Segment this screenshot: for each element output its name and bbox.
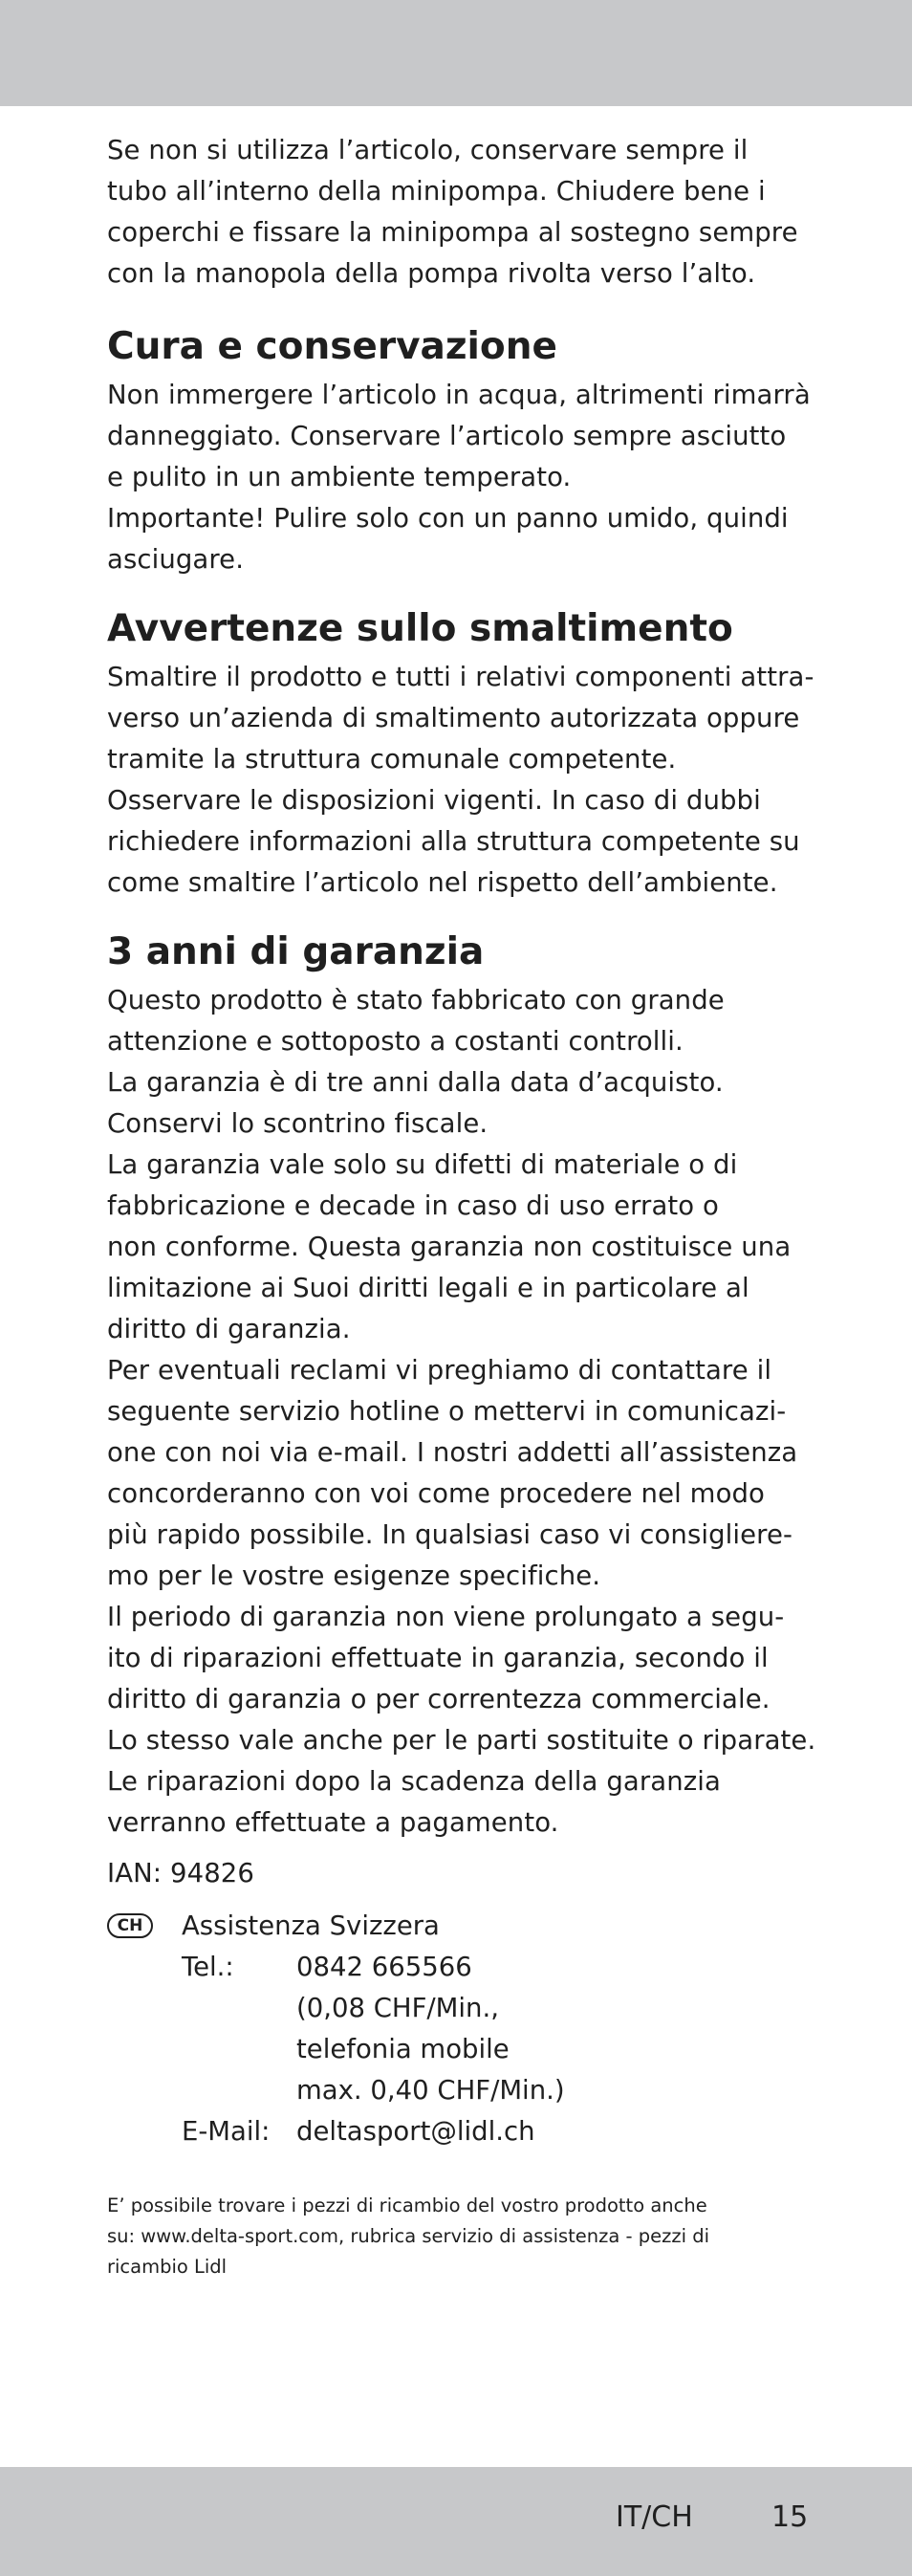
text-line: E’ possibile trovare i pezzi di ricambio del vostro prodotto anche — [107, 2194, 707, 2216]
text-line: limitazione ai Suoi diritti legali e in particolare al — [107, 1273, 749, 1303]
text-line: Il periodo di garanzia non viene prolungato a segu- — [107, 1602, 785, 1632]
ch-country-badge: CH — [107, 1913, 153, 1938]
text-line: La garanzia vale solo su difetti di materiale o di — [107, 1149, 738, 1180]
heading-cura: Cura e conservazione — [107, 325, 557, 368]
email-row — [107, 2111, 814, 2152]
page-content — [107, 130, 814, 2302]
heading-garanzia: 3 anni di garanzia — [107, 930, 485, 973]
text-line: ito di riparazioni effettuate in garanzia, secondo il — [107, 1643, 769, 1673]
smaltimento-paragraph — [107, 657, 814, 904]
text-line: fabbricazione e decade in caso di uso errato o — [107, 1190, 719, 1221]
text-line: Importante! Pulire solo con un panno umido, quindi — [107, 503, 789, 534]
text-line: diritto di garanzia. — [107, 1314, 351, 1344]
text-line: Smaltire il prodotto e tutti i relativi componenti attra- — [107, 662, 814, 692]
text-line: attenzione e sottoposto a costanti controlli. — [107, 1026, 684, 1057]
cura-paragraph — [107, 375, 814, 580]
email-address: deltasport@lidl.ch — [296, 2116, 535, 2147]
text-line: e pulito in un ambiente temperato. — [107, 462, 572, 492]
text-line: La garanzia è di tre anni dalla data d’acquisto. — [107, 1067, 724, 1098]
text-line: ricambio Lidl — [107, 2256, 228, 2278]
text-line: asciugare. — [107, 544, 245, 575]
text-line: richiedere informazioni alla struttura competente su — [107, 826, 800, 857]
page-number: 15 — [771, 2500, 809, 2534]
spare-parts-note — [107, 2191, 814, 2282]
text-line: one con noi via e-mail. I nostri addetti all’assistenza — [107, 1437, 798, 1468]
phone-number: 0842 665566 — [296, 1952, 472, 1982]
header-band — [0, 0, 912, 106]
ian-number: IAN: 94826 — [107, 1858, 254, 1888]
text-line: Le riparazioni dopo la scadenza della garanzia — [107, 1766, 721, 1797]
text-line: concorderanno con voi come procedere nel modo — [107, 1478, 765, 1509]
text-line: Questo prodotto è stato fabbricato con grande — [107, 985, 725, 1015]
text-line: con la manopola della pompa rivolta verso l’alto. — [107, 258, 756, 289]
text-line: come smaltire l’articolo nel rispetto dell’ambiente. — [107, 867, 778, 898]
phone-rate-line: max. 0,40 CHF/Min.) — [296, 2075, 565, 2106]
phone-row — [107, 1947, 814, 1988]
heading-smaltimento: Avvertenze sullo smaltimento — [107, 607, 733, 650]
text-line: tramite la struttura comunale competente. — [107, 744, 677, 775]
footer-language-code: IT/CH — [616, 2500, 693, 2534]
text-line: su: www.delta-sport.com, rubrica servizio di assistenza - pezzi di — [107, 2225, 710, 2247]
text-line: tubo all’interno della minipompa. Chiudere bene i — [107, 176, 766, 207]
text-line: seguente servizio hotline o mettervi in comunicazi- — [107, 1396, 787, 1427]
text-line: Per eventuali reclami vi preghiamo di contattare il — [107, 1355, 772, 1386]
service-name: Assistenza Svizzera — [182, 1910, 440, 1941]
phone-rate-line: telefonia mobile — [296, 2034, 510, 2064]
phone-label: Tel.: — [182, 1952, 234, 1982]
text-line: Conservi lo scontrino fiscale. — [107, 1108, 489, 1139]
text-line: diritto di garanzia o per correntezza commerciale. — [107, 1684, 771, 1714]
intro-paragraph — [107, 130, 814, 295]
email-label: E-Mail: — [182, 2116, 271, 2147]
text-line: mo per le vostre esigenze specifiche. — [107, 1561, 601, 1591]
contact-block — [107, 1906, 814, 2152]
text-line: verso un’azienda di smaltimento autorizzata oppure — [107, 703, 800, 733]
text-line: danneggiato. Conservare l’articolo sempre asciutto — [107, 421, 787, 451]
text-line: Osservare le disposizioni vigenti. In caso di dubbi — [107, 785, 761, 816]
text-line: Non immergere l’articolo in acqua, altrimenti rimarrà — [107, 380, 811, 410]
garanzia-paragraph — [107, 980, 814, 1844]
text-line: non conforme. Questa garanzia non costituisce una — [107, 1232, 792, 1262]
text-line: verranno effettuate a pagamento. — [107, 1807, 559, 1838]
text-line: coperchi e fissare la minipompa al sostegno sempre — [107, 217, 798, 248]
text-line: più rapido possibile. In qualsiasi caso vi consigliere- — [107, 1519, 793, 1550]
text-line: Se non si utilizza l’articolo, conservare sempre il — [107, 135, 749, 165]
text-line: Lo stesso vale anche per le parti sostituite o riparate. — [107, 1725, 816, 1756]
phone-rate-line: (0,08 CHF/Min., — [296, 1993, 499, 2023]
